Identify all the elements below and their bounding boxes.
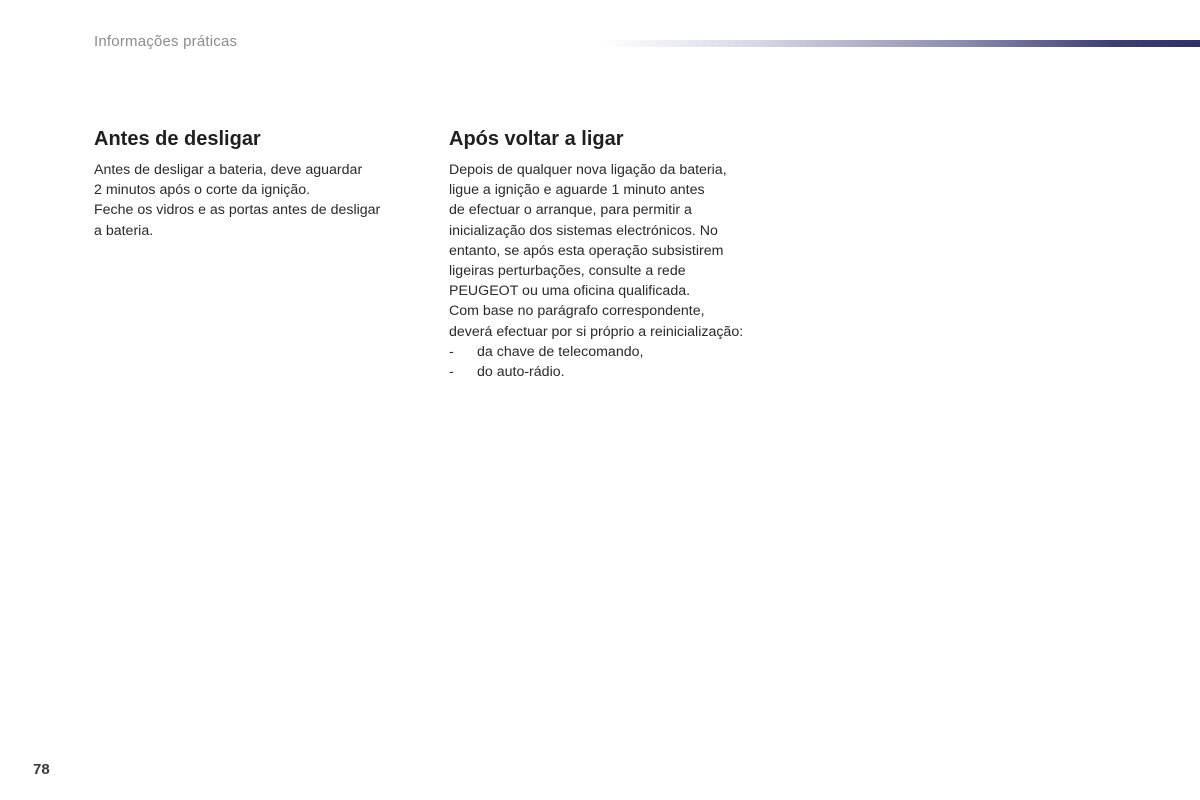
text-line: deverá efectuar por si próprio a reinicialização: — [449, 323, 744, 340]
list-item — [449, 362, 789, 382]
left-column — [94, 126, 424, 241]
text-line: ligeiras perturbações, consulte a rede — [449, 263, 686, 280]
text-line: entanto, se após esta operação subsistirem — [449, 242, 724, 259]
left-column-title: Antes de desligar — [94, 128, 261, 150]
list-item-text: do auto-rádio. — [477, 364, 565, 381]
text-line: 2 minutos após o corte da ignição. — [94, 182, 311, 199]
text-line: PEUGEOT ou uma oficina qualificada. — [449, 283, 691, 300]
text-line: Com base no parágrafo correspondente, — [449, 303, 705, 320]
right-column — [449, 126, 789, 382]
section-header: Informações práticas — [94, 33, 238, 50]
text-line: ligue a ignição e aguarde 1 minuto antes — [449, 182, 705, 199]
bullet-dash: - — [449, 343, 454, 360]
text-line: a bateria. — [94, 222, 154, 239]
text-line: Antes de desligar a bateria, deve aguardar — [94, 162, 363, 178]
text-line: de efectuar o arranque, para permitir a — [449, 202, 692, 219]
right-column-title: Após voltar a ligar — [449, 128, 624, 150]
text-line: Feche os vidros e as portas antes de desligar — [94, 202, 381, 219]
text-line: inicialização dos sistemas electrónicos. No — [449, 222, 718, 239]
header-gradient-bar — [600, 40, 1200, 47]
right-column-text — [449, 160, 789, 382]
list-item — [449, 342, 789, 362]
page-number: 78 — [33, 761, 50, 778]
list-item-text: da chave de telecomando, — [477, 343, 644, 360]
left-column-text — [94, 160, 424, 241]
text-line: Depois de qualquer nova ligação da bateria, — [449, 162, 727, 178]
bullet-dash: - — [449, 364, 454, 381]
